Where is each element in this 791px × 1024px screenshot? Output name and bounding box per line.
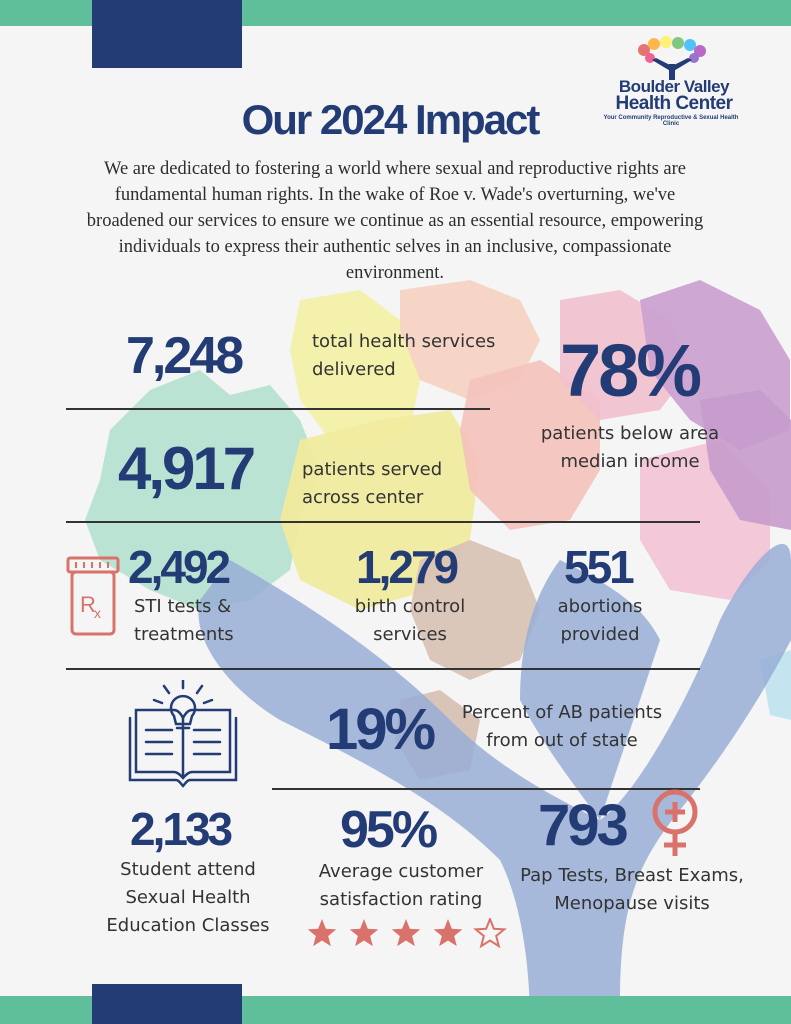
stat-satisfaction-label: Average customer satisfaction rating <box>318 861 484 910</box>
svg-text:R: R <box>80 592 96 617</box>
stat-birth-control-value: 1,279 <box>356 541 457 593</box>
stat-sti-label: STI tests & treatments <box>134 596 234 645</box>
top-navy-block <box>92 0 242 68</box>
logo-tree-icon <box>632 36 712 80</box>
prescription-bottle-icon <box>66 556 120 638</box>
satisfaction-star-rating <box>306 918 516 950</box>
logo-tagline: Your Community Reproductive & Sexual Health Clinic <box>603 115 739 127</box>
book-lightbulb-icon <box>124 680 242 792</box>
bottom-navy-block <box>92 984 242 1024</box>
stat-patients-served-label: patients served across center <box>302 459 443 508</box>
stat-total-services-label: total health services delivered <box>312 331 496 380</box>
stat-education-value: 2,133 <box>130 803 231 855</box>
page-title: Our 2024 Impact <box>241 96 539 143</box>
stat-abortions-label: abortions provided <box>557 596 643 645</box>
divider-4 <box>272 788 700 790</box>
stat-education-label: Student attend Sexual Health Education Classes <box>106 859 270 936</box>
stat-total-services-value: 7,248 <box>126 327 242 385</box>
divider-3 <box>66 668 700 670</box>
stat-below-median-value: 78% <box>560 329 700 412</box>
star-filled-icon <box>308 919 337 946</box>
star-filled-icon <box>434 919 463 946</box>
svg-text:x: x <box>94 605 101 621</box>
logo-name-line2: Health Center <box>615 93 733 114</box>
intro-paragraph: We are dedicated to fostering a world where sexual and reproductive rights are fundamental human rights. In the wake of Roe v. Wade's overturning, we've broadened our services to ensure we continue as an essential resource, empowering individuals to express their authentic selves in an inclusive, compassionate environment. <box>86 159 704 283</box>
stat-pap-value: 793 <box>538 793 626 858</box>
female-symbol-icon <box>650 788 700 858</box>
stat-birth-control-label: birth control services <box>354 596 466 645</box>
stat-below-median-label: patients below area median income <box>540 423 720 472</box>
organization-logo <box>596 36 746 127</box>
stat-pap-label: Pap Tests, Breast Exams, Menopause visits <box>520 865 744 914</box>
stat-satisfaction-value: 95% <box>340 801 436 859</box>
stat-out-of-state-label: Percent of AB patients from out of state <box>461 702 663 751</box>
divider-2 <box>66 521 700 523</box>
stat-out-of-state-value: 19% <box>326 697 434 762</box>
star-filled-icon <box>350 919 379 946</box>
stat-patients-served-value: 4,917 <box>118 435 254 502</box>
divider-1 <box>66 408 490 410</box>
logo-name-line1: Boulder Valley <box>618 77 730 96</box>
stat-sti-value: 2,492 <box>128 541 229 593</box>
star-filled-icon <box>392 919 421 946</box>
stat-abortions-value: 551 <box>564 541 632 593</box>
star-empty-icon <box>476 919 505 946</box>
